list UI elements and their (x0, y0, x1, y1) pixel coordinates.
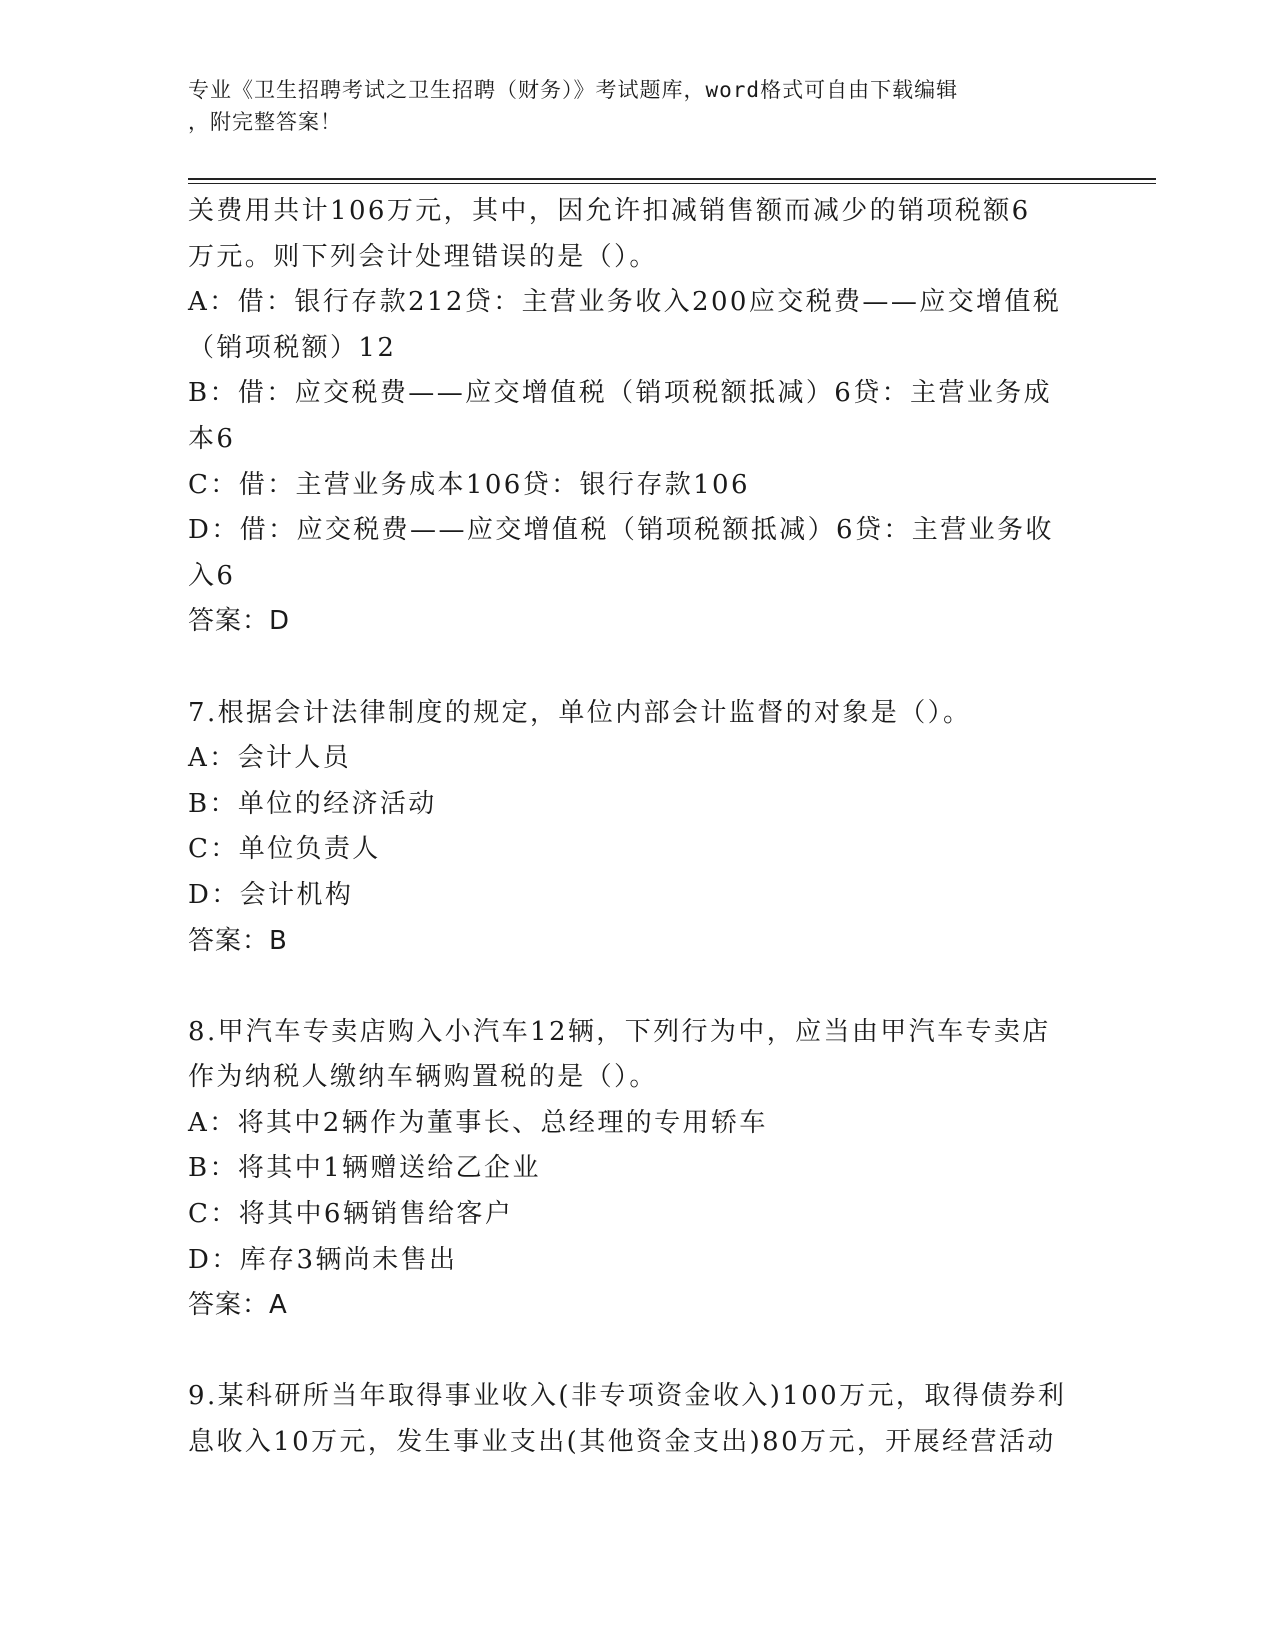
question-spacer (188, 645, 1088, 691)
option-a-cont: （销项税额）12 (188, 332, 397, 363)
answer-label: 答案：B (188, 925, 288, 956)
question-stem-line: 关费用共计106万元，其中，因允许扣减销售额而减少的销项税额6 (188, 196, 1031, 226)
header-divider-thick (188, 178, 1156, 180)
header-line-2: ，附完整答案！ (188, 110, 342, 134)
question-stem-line: 7.根据会计法律制度的规定，单位内部会计监督的对象是（）。 (188, 697, 972, 728)
answer-label: 答案：A (188, 1290, 288, 1321)
question-stem-line: 8.甲汽车专卖店购入小汽车12辆，下列行为中，应当由甲汽车专卖店 (188, 1016, 1051, 1047)
question-8 (188, 1010, 1088, 1329)
question-stem-line: 万元。则下列会计处理错误的是（）。 (188, 241, 658, 272)
question-list (188, 189, 1088, 1466)
header-line-1: 专业《卫生招聘考试之卫生招聘（财务）》考试题库，word格式可自由下载编辑 (188, 78, 959, 102)
question-stem-line: 息收入10万元，发生事业支出(其他资金支出)80万元，开展经营活动 (188, 1427, 1056, 1458)
option-c: C：单位负责人 (188, 834, 381, 865)
question-6 (188, 189, 1088, 645)
option-b: B：借：应交税费——应交增值税（销项税额抵减）6贷：主营业务成 (188, 378, 1053, 409)
option-d-cont: 入6 (188, 560, 236, 591)
question-stem-line: 9.某科研所当年取得事业收入(非专项资金收入)100万元，取得债券利 (188, 1381, 1067, 1412)
option-c: C：将其中6辆销售给客户 (188, 1199, 514, 1230)
question-9 (188, 1374, 1088, 1465)
header-divider-thin (188, 183, 1156, 184)
question-7 (188, 691, 1088, 965)
option-a: A：借：银行存款212贷：主营业务收入200应交税费——应交增值税 (188, 287, 1062, 318)
question-stem-line: 作为纳税人缴纳车辆购置税的是（）。 (188, 1062, 658, 1093)
option-d: D：库存3辆尚未售出 (188, 1244, 458, 1275)
option-d: D：会计机构 (188, 879, 354, 910)
option-d: D：借：应交税费——应交增值税（销项税额抵减）6贷：主营业务收 (188, 515, 1054, 546)
option-a: A：会计人员 (188, 743, 352, 774)
option-b: B：将其中1辆赠送给乙企业 (188, 1153, 541, 1184)
option-b-cont: 本6 (188, 423, 236, 454)
question-spacer (188, 964, 1088, 1010)
question-spacer (188, 1329, 1088, 1375)
option-c: C：借：主营业务成本106贷：银行存款106 (188, 469, 750, 500)
option-a: A：将其中2辆作为董事长、总经理的专用轿车 (188, 1107, 768, 1138)
document-header (188, 74, 1068, 138)
option-b: B：单位的经济活动 (188, 788, 437, 819)
answer-label: 答案：D (188, 606, 291, 637)
